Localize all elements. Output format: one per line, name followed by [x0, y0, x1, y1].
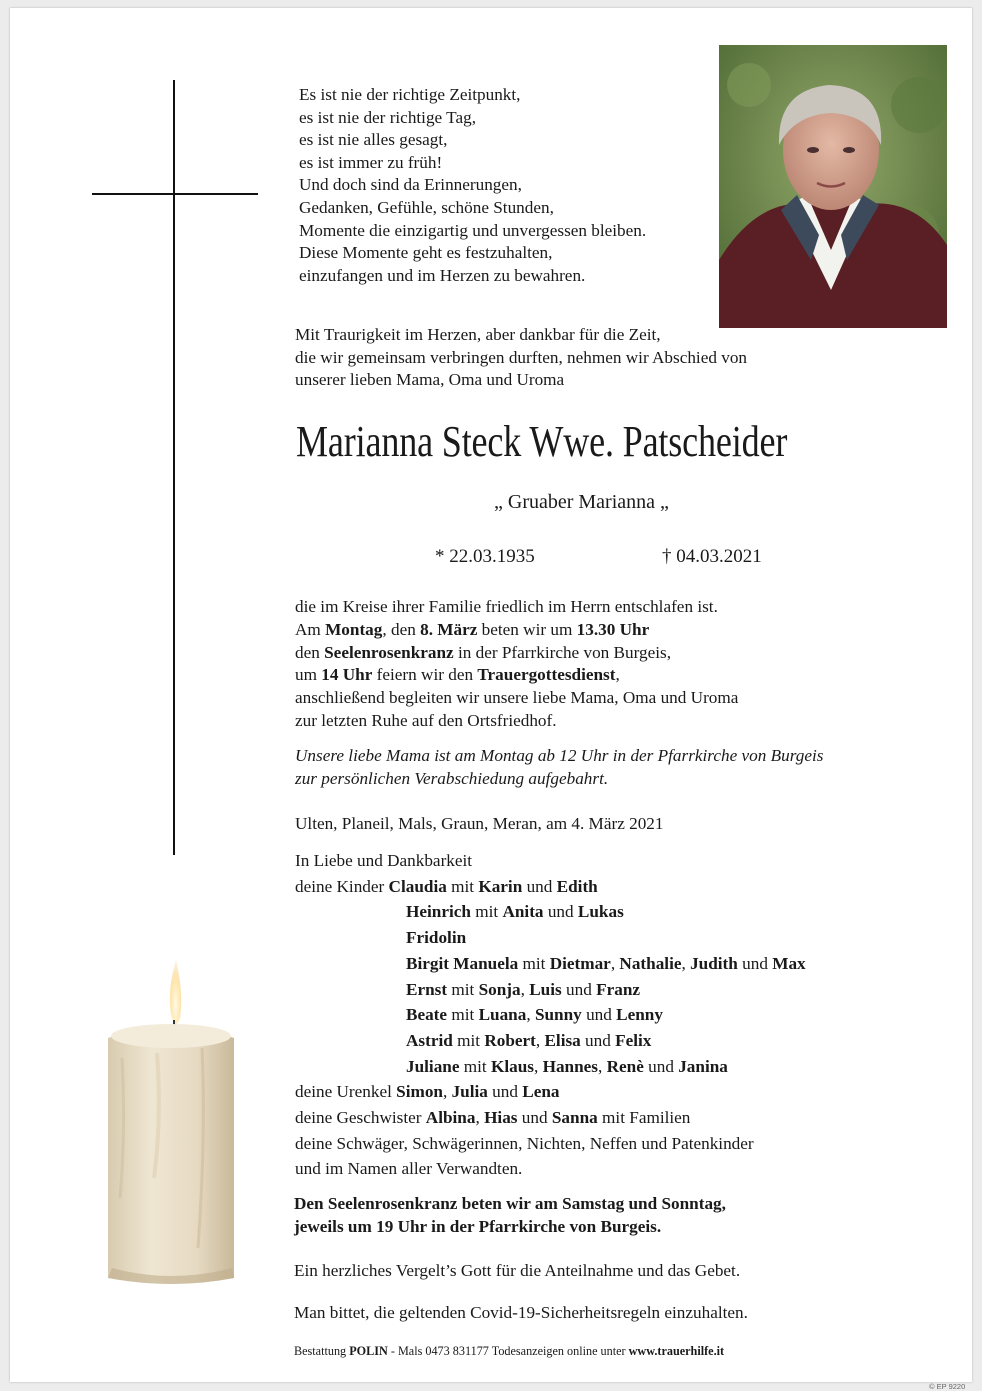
mourner-line: Birgit Manuela mit Dietmar, Nathalie, Judith und Max	[406, 953, 806, 973]
birth-date: * 22.03.1935	[435, 546, 535, 567]
mourner-line: Heinrich mit Anita und Lukas	[406, 902, 624, 922]
mourners-list	[295, 848, 935, 1182]
covid-notice: Man bittet, die geltenden Covid-19-Sicherheitsregeln einzuhalten.	[294, 1303, 748, 1322]
mourner-line: deine Geschwister Albina, Hias und Sanna mit Familien	[295, 1108, 691, 1128]
death-date: † 04.03.2021	[662, 546, 762, 567]
rosary-line: Den Seelenrosenkranz beten wir am Samstag und Sonntag,	[294, 1194, 726, 1213]
place-date-text: Ulten, Planeil, Mals, Graun, Meran, am 4. März 2021	[295, 814, 664, 833]
children-indented	[295, 899, 935, 1079]
mourner-line: Juliane mit Klaus, Hannes, Renè und Janina	[406, 1056, 728, 1076]
funeral-line: um 14 Uhr feiern wir den Trauergottesdienst,	[295, 665, 620, 685]
viewing-note	[295, 745, 935, 791]
thanks-text: Ein herzliches Vergelt’s Gott für die Anteilnahme und das Gebet.	[294, 1261, 741, 1280]
place-date	[295, 813, 935, 836]
candle-icon	[102, 948, 242, 1298]
funeral-line: den Seelenrosenkranz in der Pfarrkirche von Burgeis,	[295, 642, 672, 662]
mourner-line: deine Schwäger, Schwägerinnen, Nichten, Neffen und Patenkinder	[295, 1133, 754, 1153]
viewing-line: zur persönlichen Verabschiedung aufgebahrt.	[295, 768, 609, 788]
rosary-line: jeweils um 19 Uhr in der Pfarrkirche von Burgeis.	[294, 1216, 662, 1236]
cross-vertical-bar	[173, 80, 175, 855]
mourner-line: Astrid mit Robert, Elisa und Felix	[406, 1030, 652, 1050]
code-mark: © EP 9220	[929, 1382, 966, 1391]
deceased-name: Marianna Steck Wwe. Patscheider	[296, 417, 788, 466]
intro-text: Mit Traurigkeit im Herzen, aber dankbar für die Zeit, die wir gemeinsam verbringen durften, nehmen wir Abschied von unserer lieben Mama, Oma und Uroma	[295, 325, 748, 389]
mourner-line: Beate mit Luana, Sunny und Lenny	[406, 1005, 663, 1025]
mourner-line: Ernst mit Sonja, Luis und Franz	[406, 979, 641, 999]
funeral-line: zur letzten Ruhe auf den Ortsfriedhof.	[295, 710, 557, 730]
viewing-line: Unsere liebe Mama ist am Montag ab 12 Uhr in der Pfarrkirche von Burgeis	[295, 746, 824, 765]
funeral-line: Am Montag, den 8. März beten wir um 13.30 Uhr	[295, 619, 650, 639]
funeral-home-footer: Bestattung POLIN - Mals 0473 831177 Todesanzeigen online unter www.trauerhilfe.it	[294, 1344, 725, 1358]
funeral-details	[295, 596, 935, 733]
mourner-line: deine Kinder Claudia mit Karin und Edith	[295, 876, 598, 896]
portrait-photo	[719, 45, 947, 328]
portrait-image	[719, 45, 947, 328]
mourner-line: Fridolin	[406, 928, 467, 948]
poem: Es ist nie der richtige Zeitpunkt, es ist nie der richtige Tag, es ist nie alles gesagt, es ist immer zu früh! Und doch sind da Erinnerungen, Gedanken, Gefühle, schöne Stunden, Momente die einzigartig und unvergessen bleiben. Diese Momente geht es festzuhalten, einzufangen und im Herzen zu bewahren.	[299, 85, 647, 285]
funeral-line: anschließend begleiten wir unsere liebe Mama, Oma und Uroma	[295, 688, 739, 708]
mourners-heading: In Liebe und Dankbarkeit	[295, 851, 473, 870]
rosary-note	[294, 1193, 934, 1239]
mourner-line: und im Namen aller Verwandten.	[295, 1159, 523, 1179]
candle-image	[102, 948, 242, 1298]
cross-horizontal-bar	[92, 193, 258, 195]
funeral-line: die im Kreise ihrer Familie friedlich im Herrn entschlafen ist.	[295, 597, 718, 616]
mourner-line: deine Urenkel Simon, Julia und Lena	[295, 1082, 560, 1102]
obituary-page	[10, 8, 972, 1391]
nickname: „ Gruaber Marianna „	[494, 491, 669, 513]
